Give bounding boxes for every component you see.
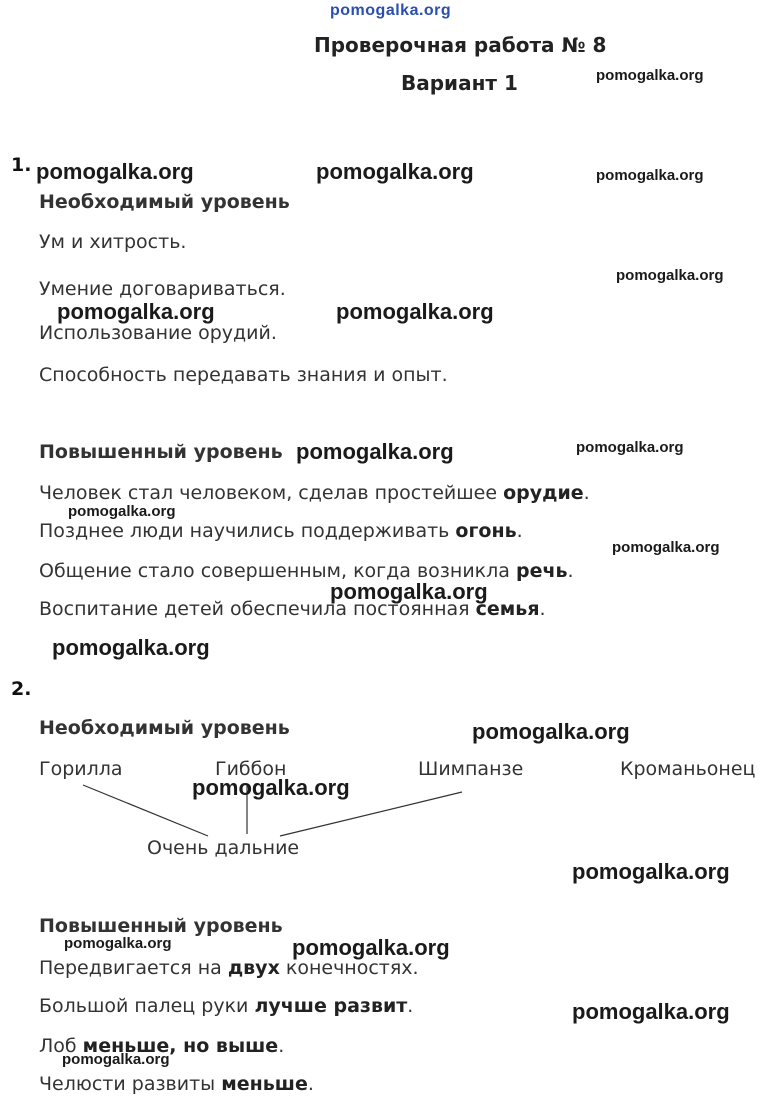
watermark: pomogalka.org (330, 579, 488, 604)
site-watermark-top: pomogalka.org (330, 2, 452, 19)
species-chimpanzee: Шимпанзе (418, 758, 524, 780)
watermark: pomogalka.org (612, 539, 720, 556)
watermark: pomogalka.org (576, 439, 684, 456)
watermark: pomogalka.org (68, 503, 176, 520)
watermark: pomogalka.org (472, 719, 630, 744)
task-1-advanced-item: Позднее люди научились поддерживать огонь. (39, 520, 523, 542)
watermark: pomogalka.org (336, 299, 494, 324)
task-1-required-heading: Необходимый уровень (39, 191, 290, 213)
watermark: pomogalka.org (52, 635, 210, 660)
task-1-required-item: Способность передавать знания и опыт. (39, 364, 448, 386)
variant-title: Вариант 1 (401, 71, 518, 95)
task-1-required-item: Ум и хитрость. (39, 231, 187, 253)
task-2-advanced-item: Передвигается на двух конечностях. (39, 957, 419, 979)
task-2-advanced-item: Челюсти развиты меньше. (39, 1073, 314, 1095)
watermark: pomogalka.org (36, 159, 194, 184)
watermark: pomogalka.org (316, 159, 474, 184)
watermark: pomogalka.org (292, 935, 450, 960)
task-1-required-item: Умение договариваться. (39, 278, 286, 300)
task-2-required-heading: Необходимый уровень (39, 717, 290, 739)
relation-label: Очень дальние (147, 837, 300, 859)
task-2-advanced-item: Лоб меньше, но выше. (39, 1035, 285, 1057)
task-1-required-item: Использование орудий. (39, 322, 277, 344)
task-1-advanced-item: Человек стал человеком, сделав простейшее орудие. (39, 482, 590, 504)
watermark: pomogalka.org (62, 1051, 170, 1068)
watermark: pomogalka.org (64, 935, 172, 952)
watermark: pomogalka.org (596, 167, 704, 184)
species-gorilla: Горилла (39, 758, 123, 780)
task-1-advanced-item: Общение стало совершенным, когда возникла речь. (39, 560, 574, 582)
watermark: pomogalka.org (57, 299, 215, 324)
watermark: pomogalka.org (572, 999, 730, 1024)
task-2-advanced-item: Большой палец руки лучше развит. (39, 995, 414, 1017)
species-cromagnon: Кроманьонец (620, 758, 756, 780)
species-gibbon: Гиббон (215, 758, 287, 780)
page-title: Проверочная работа № 8 (314, 33, 607, 57)
watermark: pomogalka.org (296, 439, 454, 464)
task-2-number: 2. (11, 678, 32, 700)
task-1-advanced-item: Воспитание детей обеспечила постоянная семья. (39, 598, 546, 620)
watermark: pomogalka.org (616, 267, 724, 284)
line-gorilla (83, 785, 208, 836)
watermark: pomogalka.org (596, 67, 704, 84)
watermark: pomogalka.org (192, 775, 350, 800)
task-1-advanced-heading: Повышенный уровень (39, 441, 283, 463)
watermark: pomogalka.org (572, 859, 730, 884)
task-1-number: 1. (11, 154, 32, 176)
task-2-advanced-heading: Повышенный уровень (39, 915, 283, 937)
